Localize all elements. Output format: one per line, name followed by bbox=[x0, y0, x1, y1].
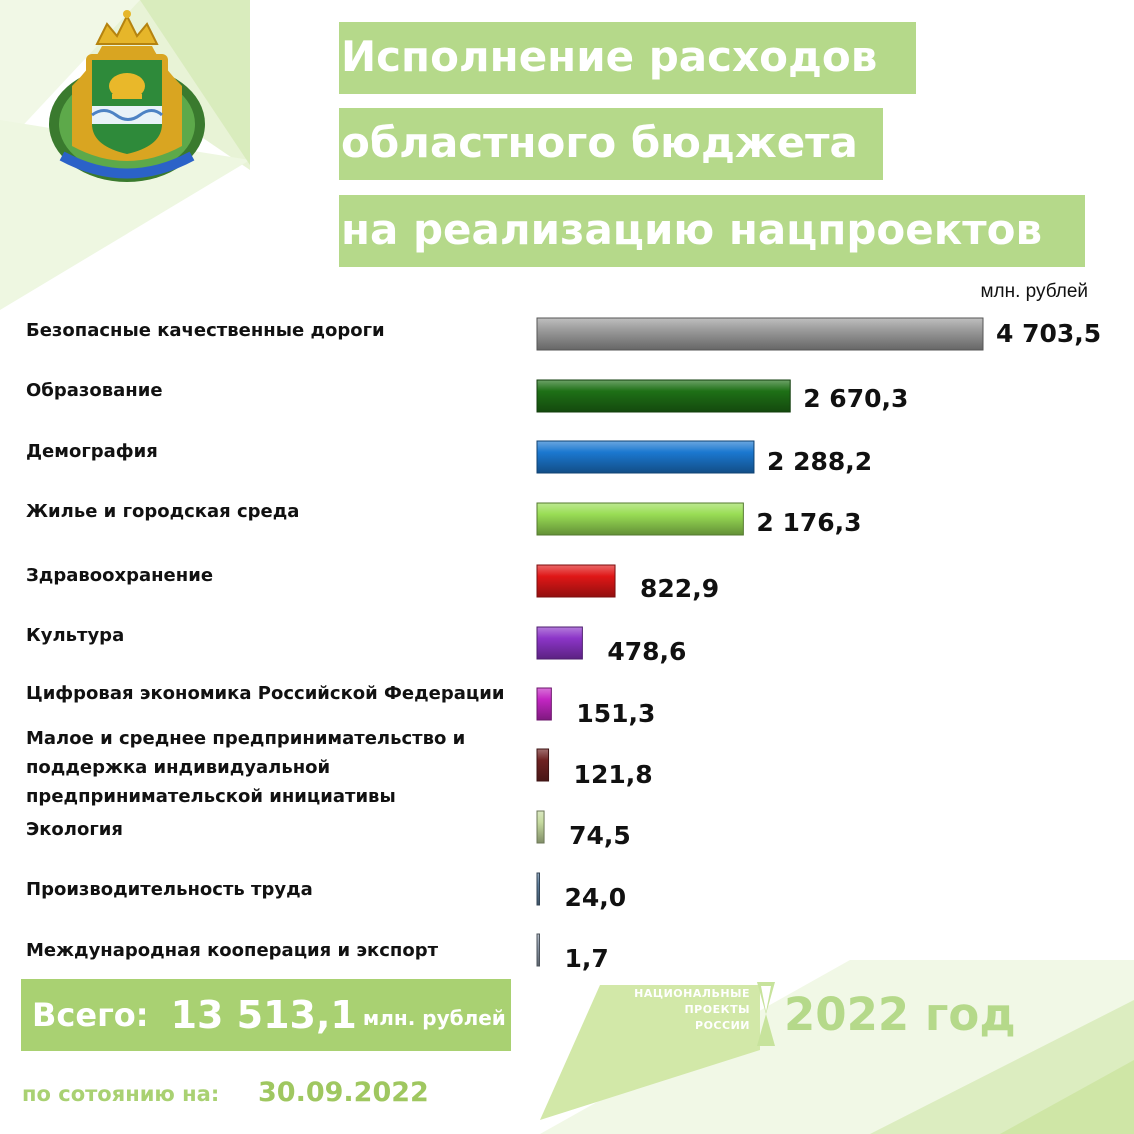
value-label-ecology: 74,5 bbox=[569, 821, 631, 850]
logo-line-2: ПРОЕКТЫ bbox=[684, 1003, 750, 1016]
title-line-3: на реализацию нацпроектов bbox=[339, 195, 1085, 267]
date-label: по сотоянию на: bbox=[22, 1082, 220, 1106]
bar-education bbox=[537, 380, 790, 412]
value-label-culture: 478,6 bbox=[607, 637, 687, 666]
category-label-education: Образование bbox=[26, 380, 163, 401]
logo-line-1: НАЦИОНАЛЬНЫЕ bbox=[634, 987, 750, 1000]
bar-culture bbox=[537, 627, 582, 659]
category-label-small-business-line-3: предпринимательской инициативы bbox=[26, 786, 396, 807]
title-line-2: областного бюджета bbox=[339, 108, 883, 180]
category-label-productivity: Производительность труда bbox=[26, 879, 313, 900]
category-label-roads: Безопасные качественные дороги bbox=[26, 320, 385, 341]
value-label-export: 1,7 bbox=[564, 944, 609, 973]
category-label-small-business-line-2: поддержка индивидуальной bbox=[26, 757, 331, 778]
total-label: Всего: bbox=[32, 996, 149, 1034]
bar-demography bbox=[537, 441, 754, 473]
category-label-small-business-line-1: Малое и среднее предпринимательство и bbox=[26, 728, 466, 749]
category-label-healthcare: Здравоохранение bbox=[26, 565, 214, 586]
bar-ecology bbox=[537, 811, 544, 843]
bar-small-business bbox=[537, 749, 549, 781]
bar-roads bbox=[537, 318, 983, 350]
total-unit: млн. рублей bbox=[362, 1006, 506, 1030]
value-label-productivity: 24,0 bbox=[564, 883, 627, 912]
bar-productivity bbox=[537, 873, 540, 905]
category-label-export: Международная кооперация и экспорт bbox=[26, 940, 439, 961]
title-line-1: Исполнение расходов bbox=[339, 22, 916, 94]
category-label-housing: Жилье и городская среда bbox=[26, 501, 300, 522]
date-value: 30.09.2022 bbox=[258, 1077, 429, 1108]
value-label-healthcare: 822,9 bbox=[640, 574, 720, 603]
unit-label: млн. рублей bbox=[980, 281, 1088, 302]
category-label-demography: Демография bbox=[26, 441, 158, 462]
bar-export bbox=[537, 934, 540, 966]
category-label-ecology: Экология bbox=[26, 819, 123, 840]
category-label-digital-economy: Цифровая экономика Российской Федерации bbox=[26, 683, 505, 704]
bar-housing bbox=[537, 503, 743, 535]
category-label-culture: Культура bbox=[26, 625, 125, 646]
value-label-demography: 2 288,2 bbox=[766, 447, 873, 476]
logo-line-3: РОССИИ bbox=[695, 1019, 750, 1032]
bar-digital-economy bbox=[537, 688, 551, 720]
total-value: 13 513,1 bbox=[170, 993, 357, 1037]
value-label-digital-economy: 151,3 bbox=[576, 699, 656, 728]
value-label-housing: 2 176,3 bbox=[756, 508, 862, 537]
value-label-roads: 4 703,5 bbox=[996, 319, 1102, 348]
value-label-small-business: 121,8 bbox=[573, 760, 653, 789]
bar-healthcare bbox=[537, 565, 615, 597]
year-label: 2022 год bbox=[784, 988, 1016, 1041]
value-label-education: 2 670,3 bbox=[803, 384, 909, 413]
